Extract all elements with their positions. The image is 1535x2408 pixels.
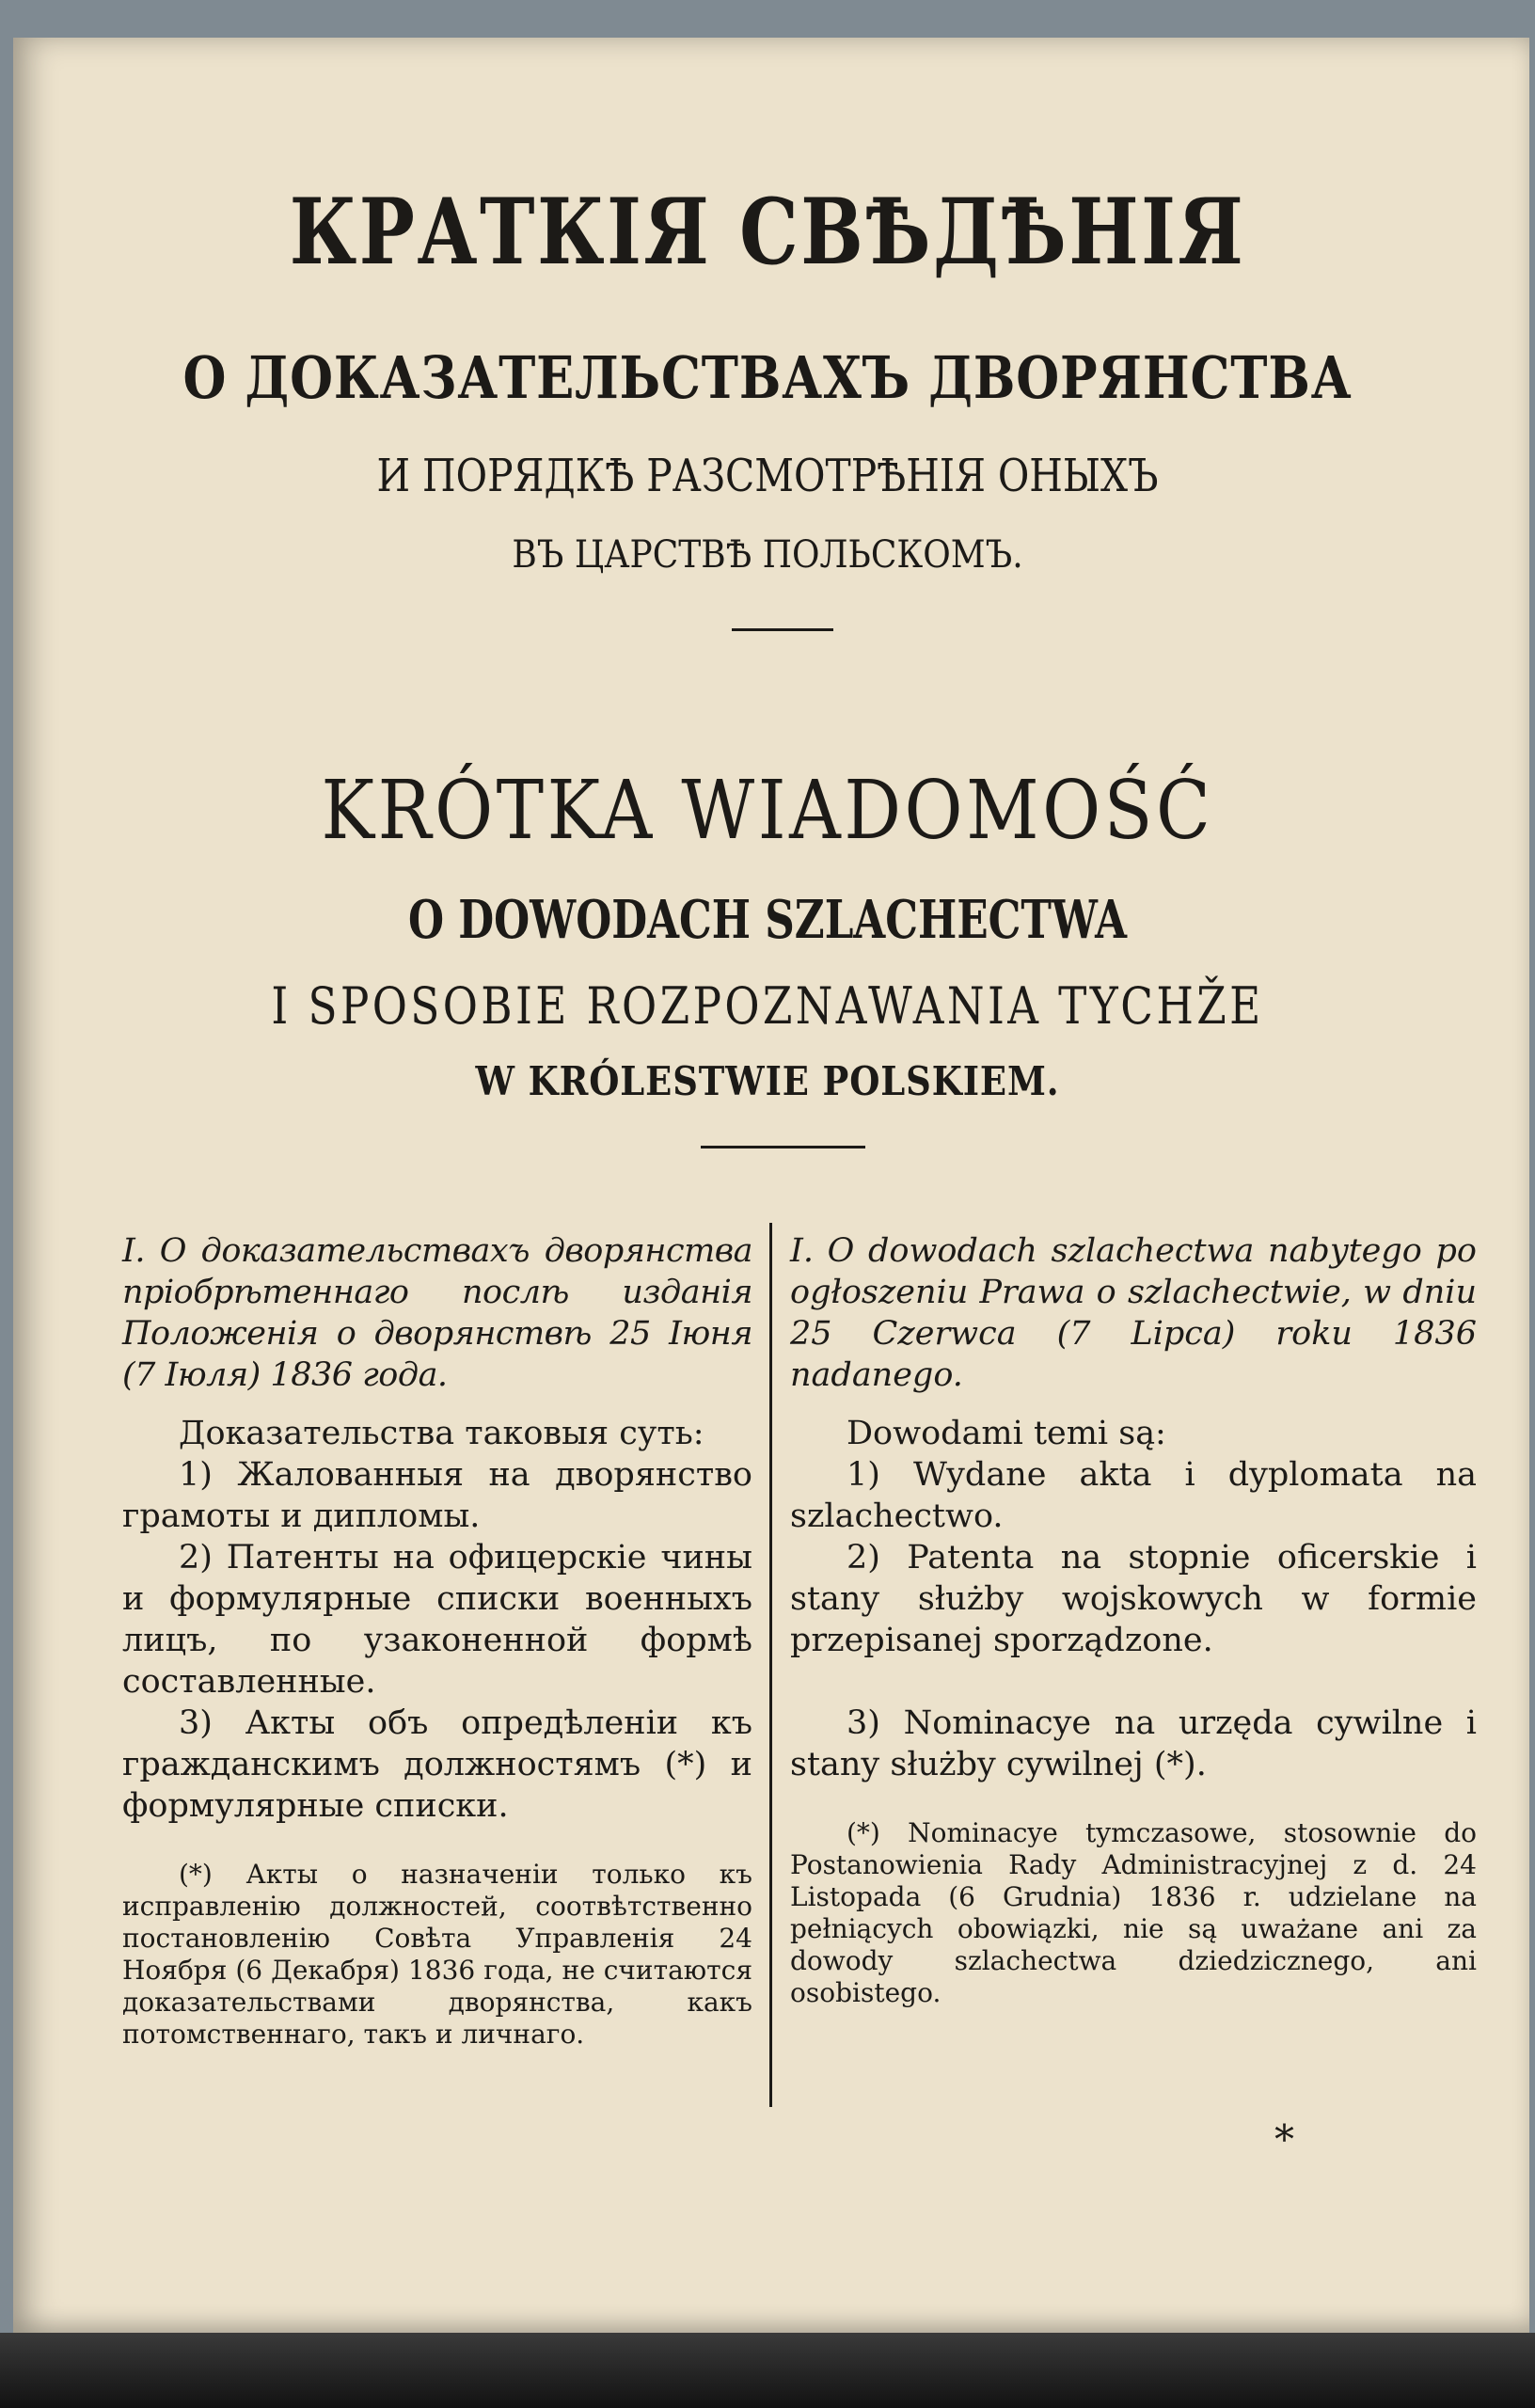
russian-item-2: 2) Патенты на офицерскіе чины и формулярные списки военныхъ лицъ, по узаконенной формѣ составленные. [122,1539,752,1701]
page-bottom-edge [0,2333,1535,2408]
russian-item-1: 1) Жалованныя на дворянство грамоты и дипломы. [122,1456,752,1535]
polish-intro: Dowodami temi są: [847,1415,1166,1452]
polish-subtitle-3: W KRÓLESTWIE POLSKIEM. [475,1058,1060,1104]
russian-subtitle-2: И ПОРЯДКѢ РАЗСМОТРѢНІЯ ОНЫХЪ [376,450,1159,502]
polish-subtitle-1: O DOWODACH SZLACHECTWA [407,889,1128,951]
russian-subtitle-3: ВЪ ЦАРСТВѢ ПОЛЬСКОМЪ. [512,533,1023,577]
polish-item-1: 1) Wydane akta i dyplomata na szlachectwo. [790,1456,1477,1535]
russian-item-3: 3) Акты объ опредѣленіи къ гражданскимъ должностямъ (*) и формулярные списки. [122,1704,752,1825]
russian-intro: Доказательства таковыя суть: [179,1415,704,1452]
ornament-asterisk: * [1274,2116,1294,2162]
polish-item-3: 3) Nominacye na urzęda cywilne i stany służby cywilnej (*). [790,1704,1477,1783]
polish-header-rule [701,1146,865,1149]
russian-footnote: (*) Акты о назначеніи только къ исправленію должностей, соотвѣтственно постановленію Совѣта Управленія 24 Ноября (6 Декабря) 1836 года, не считаются доказательствами дворянства, какъ потомственнаго, такъ и личнаго. [122,1859,752,2050]
polish-section-heading: I. O dowodach szlachectwa nabytego po ogłoszeniu Prawa o szlachectwie, w dniu 25 Czerwca (7 Lipca) roku 1836 nadanego. [790,1232,1477,1394]
polish-subtitle-2: I SPOSOBIE ROZPOZNAWANIA TYCHŽE [271,976,1264,1036]
russian-title: КРАТКІЯ СВѢДѢНІЯ [289,179,1246,285]
russian-header-rule [732,628,833,631]
column-divider [769,1223,772,2107]
polish-column [790,1230,1477,2009]
russian-subtitle-1: О ДОКАЗАТЕЛЬСТВАХЪ ДВОРЯНСТВА [182,343,1353,412]
russian-column [122,1230,752,2051]
russian-section-heading: I. О доказательствахъ дворянства пріобрѣтеннаго послѣ изданія Положенія о дворянствѣ 25 Іюня (7 Іюля) 1836 года. [122,1232,752,1394]
polish-item-2: 2) Patenta na stopnie oficerskie i stany służby wojskowych w formie przepisanej sporządzone. [790,1539,1477,1659]
polish-footnote: (*) Nominacye tymczasowe, stosownie do Postanowienia Rady Administracyjnej z d. 24 Listopada (6 Grudnia) 1836 r. udzielane na pełniących obowiązki, nie są uważane ani za dowody szlachectwa dziedzicznego, ani osobistego. [790,1817,1477,2008]
polish-title: KRÓTKA WIADOMOŚĆ [321,764,1214,858]
